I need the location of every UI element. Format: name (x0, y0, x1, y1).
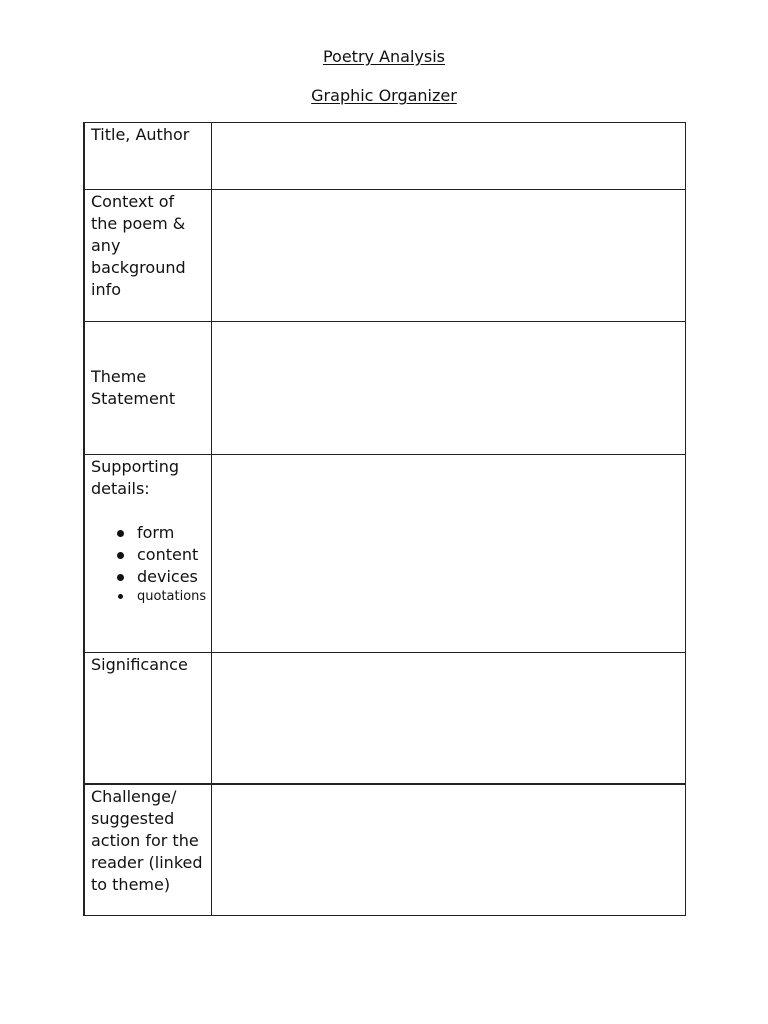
list-item: form (115, 522, 207, 544)
label-line: Challenge/ (91, 786, 177, 806)
label-challenge (84, 784, 212, 916)
list-item: quotations (115, 588, 207, 605)
document-title: Poetry Analysis (322, 47, 446, 66)
label-line: info (91, 280, 122, 299)
document-subtitle: Graphic Organizer (311, 86, 457, 105)
answer-supporting-details[interactable] (212, 455, 686, 653)
label-line: background (91, 258, 186, 277)
answer-title-author[interactable] (212, 123, 686, 190)
label-significance (84, 653, 212, 784)
label-line: Title, Author (91, 125, 190, 144)
answer-significance[interactable] (212, 653, 686, 784)
row-context (84, 190, 686, 322)
row-significance (84, 653, 686, 784)
organizer-table (83, 122, 686, 916)
row-challenge (84, 784, 686, 916)
answer-challenge[interactable] (212, 784, 686, 916)
row-title-author (84, 123, 686, 190)
label-line: Supporting (91, 457, 179, 476)
label-line: Context of (91, 192, 175, 211)
label-line: Statement (91, 389, 176, 408)
label-line: Theme (91, 367, 147, 386)
label-context (84, 190, 212, 322)
label-theme (84, 322, 212, 455)
row-supporting-details (84, 455, 686, 653)
label-line: the poem & (91, 214, 186, 233)
label-line: action for the (91, 830, 199, 850)
label-line: details: (91, 479, 150, 498)
list-item: devices (115, 566, 207, 588)
row-theme (84, 322, 686, 455)
label-line: suggested (91, 808, 175, 828)
label-title-author (84, 123, 212, 190)
supporting-details-list (91, 522, 207, 605)
label-line: Significance (91, 655, 188, 674)
answer-context[interactable] (212, 190, 686, 322)
label-line: reader (linked (91, 852, 203, 872)
list-item: content (115, 544, 207, 566)
label-line: to theme) (91, 874, 171, 894)
answer-theme[interactable] (212, 322, 686, 455)
label-line: any (91, 236, 121, 255)
label-supporting-details (84, 455, 212, 653)
